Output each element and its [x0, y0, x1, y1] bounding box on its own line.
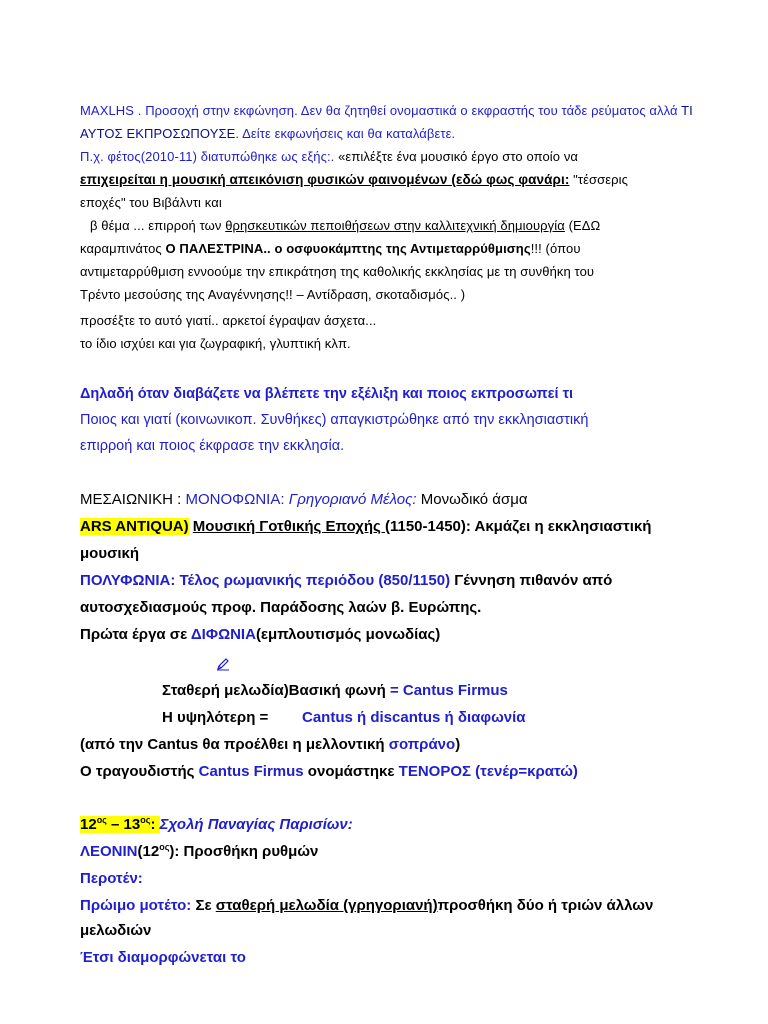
text-run: (από την Cantus θα προέλθει η μελλοντική	[80, 736, 389, 753]
text-run: σοπράνο	[388, 736, 456, 753]
text-run: (12	[137, 843, 160, 860]
text-run: «επιλέξτε ένα μουσικό έργο στο οποίο να	[334, 149, 579, 164]
para4-row1	[80, 816, 353, 833]
text-run: ARS ANTIQUA)	[80, 518, 189, 535]
text-run: ΤΕΝΟΡΟΣ (τενέρ=κρατώ)	[398, 763, 578, 780]
para3-row6	[80, 626, 440, 643]
text-run: Ο ΠΑΛΕΣΤΡΙΝΑ.. ο οσφυοκάμπτης της Αντιμεταρρύθμισης	[165, 241, 531, 256]
text-run: Γέννηση πιθανόν από	[450, 572, 613, 589]
text-run: Γρηγοριανό Μέλος:	[288, 491, 417, 508]
text-run: προσθήκη δύο ή τριών άλλων	[437, 897, 654, 914]
para4-row4	[80, 897, 653, 914]
text-run: )	[455, 736, 461, 753]
para3-row10	[80, 736, 460, 753]
superscript: ος	[159, 842, 170, 852]
text-run: ΔΙΦΩΝΙΑ	[190, 626, 256, 643]
para1-line9	[80, 287, 465, 302]
text-run: Σταθερή μελωδία)Βασική φωνή	[162, 682, 390, 699]
text-run: :	[150, 816, 160, 833]
text-run: επιρροή και ποιος έκφρασε την εκκλησία.	[80, 438, 345, 454]
text-run: καραμπινάτος	[80, 241, 166, 256]
text-run: 12	[80, 816, 97, 833]
text-run: μουσική	[80, 545, 140, 562]
text-run: επιχειρείται η μουσική απεικόνιση φυσικών φαινομένων (εδώ φως φανάρι:	[80, 172, 570, 187]
para3-row5	[80, 599, 481, 616]
para1-line8	[80, 264, 594, 279]
superscript: ος	[96, 815, 107, 825]
text-run: Cantus Firmus	[198, 763, 304, 780]
text-run: Περοτέν:	[80, 870, 143, 887]
para1-line7	[80, 241, 581, 256]
para1-line3	[80, 149, 578, 164]
text-run: MAXLHS . Προσοχή στην εκφώνηση. Δεν θα ζητηθεί ονομαστικά ο εκφραστής του τάδε ρεύματος αλλά	[80, 103, 678, 118]
text-run: (1150-1450): Ακμάζει η εκκλησιαστική	[384, 518, 652, 535]
para3-row9	[162, 709, 268, 726]
text-run: Η υψηλότερη =	[162, 709, 269, 726]
text-run: (εμπλουτισμός μονωδίας)	[255, 626, 441, 643]
para2-line3	[80, 438, 344, 454]
text-run: αυτοσχεδιασμούς προφ. Παράδοσης λαών β. Ευρώπης.	[80, 599, 482, 616]
text-run: Ο τραγουδιστής	[80, 763, 199, 780]
para2-line2	[80, 412, 588, 428]
para3-row11	[80, 763, 578, 780]
para3-row9-right	[302, 709, 525, 726]
text-run: Έτσι διαμορφώνεται το	[80, 949, 246, 966]
para3-row8	[162, 682, 508, 699]
pencil-icon-svg	[216, 657, 230, 671]
para4-row5	[80, 922, 151, 939]
text-run: ΠΟΛΥΦΩΝΙΑ: Τέλος ρωμανικής περιόδου (850/1150)	[80, 572, 451, 589]
para2-heading	[80, 386, 573, 402]
para3-row4	[80, 572, 612, 589]
para1-line6	[90, 218, 600, 233]
para4-row2	[80, 843, 318, 860]
text-run: ΜΟΝΟΦΩΝΙΑ:	[185, 491, 289, 508]
text-run: Ποιος και γιατί (κοινωνικοπ. Συνθήκες) απαγκιστρώθηκε από την εκκλησιαστική	[80, 412, 589, 428]
para1-line2	[80, 126, 455, 141]
pencil-icon	[216, 656, 230, 674]
text-run: ): Προσθήκη ρυθμών	[169, 843, 319, 860]
text-run: β θέμα ... επιρροή των	[90, 218, 226, 233]
text-run: Μονωδικό άσμα	[416, 491, 528, 508]
text-run: Π.χ. φέτος(2010-11) διατυπώθηκε ως εξής:.	[80, 149, 335, 164]
text-run: = Cantus Firmus	[389, 682, 508, 699]
text-run: προσέξτε το αυτό γιατί.. αρκετοί έγραψαν άσχετα...	[80, 313, 377, 328]
text-run: αντιμεταρρύθμιση εννοούμε την επικράτηση της καθολικής εκκλησίας με τη συνθήκη του	[80, 264, 595, 279]
text-run: ονομάστηκε	[303, 763, 399, 780]
text-run: !!! (όπου	[530, 241, 581, 256]
text-run: Cantus ή discantus ή διαφωνία	[302, 709, 526, 726]
para1-line11	[80, 336, 351, 351]
text-run: (ΕΔΩ	[564, 218, 601, 233]
para3-row3	[80, 545, 139, 562]
text-run: ΑΥΤΟΣ ΕΚΠΡΟΣΩΠΟΥΣΕ	[80, 126, 236, 141]
text-run: ΤΙ	[681, 103, 693, 118]
para3-row2	[80, 518, 651, 535]
text-run: Τρέντο μεσούσης της Αναγέννησης!! – Αντίδραση, σκοταδισμός.. )	[80, 287, 466, 302]
text-run: Σχολή Παναγίας Παρισίων:	[159, 816, 353, 833]
superscript: ος	[140, 815, 151, 825]
text-run: το ίδιο ισχύει και για ζωγραφική, γλυπτική κλπ.	[80, 336, 351, 351]
text-run: Μουσική Γοτθικής Εποχής	[192, 518, 385, 535]
text-run: Σε	[191, 897, 216, 914]
text-run: εποχές" του Βιβάλντι και	[80, 195, 222, 210]
para1-line1	[80, 103, 693, 118]
text-run: . Δείτε εκφωνήσεις και θα καταλάβετε.	[235, 126, 456, 141]
text-run: "τέσσερις	[569, 172, 628, 187]
para1-line10	[80, 313, 376, 328]
text-run: ΛΕΟΝΙΝ	[80, 843, 138, 860]
text-run: – 13	[106, 816, 141, 833]
para4-row6	[80, 949, 246, 966]
text-run: Δηλαδή όταν διαβάζετε να βλέπετε την εξέλιξη και ποιος εκπροσωπεί τι	[80, 386, 574, 402]
para4-row3	[80, 870, 143, 887]
text-run: Πρώτα έργα σε	[80, 626, 191, 643]
para1-line5	[80, 195, 222, 210]
text-run: θρησκευτικών πεποιθήσεων στην καλλιτεχνική δημιουργία	[225, 218, 565, 233]
para3-row1	[80, 491, 528, 508]
para1-line4	[80, 172, 628, 187]
text-run: σταθερή μελωδία (γρηγοριανή)	[215, 897, 438, 914]
text-run: Πρώιμο μοτέτο:	[80, 897, 192, 914]
text-run: μελωδιών	[80, 922, 152, 939]
text-run: ΜΕΣΑΙΩΝΙΚΗ :	[80, 491, 186, 508]
